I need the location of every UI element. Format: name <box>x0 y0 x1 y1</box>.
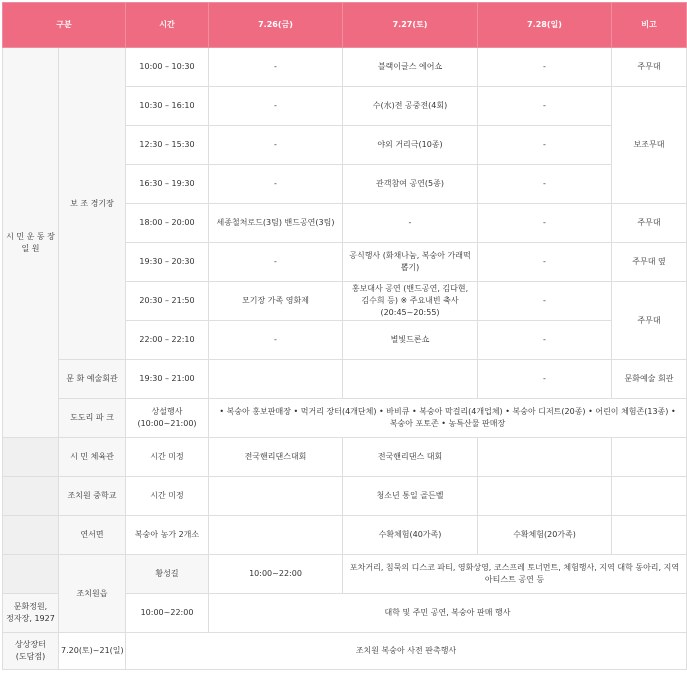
group-spacer <box>3 438 59 477</box>
time-cell: 10:00~22:00 <box>209 555 343 594</box>
table-row <box>3 438 687 477</box>
header-time: 시간 <box>126 3 209 48</box>
day27-cell: 블랙이글스 에어쇼 <box>343 48 478 87</box>
time-cell: 19:30 – 21:00 <box>126 360 209 399</box>
time-cell: 19:30 – 20:30 <box>126 243 209 282</box>
table-row <box>3 633 687 670</box>
table-row <box>3 360 687 399</box>
time-cell: 10:00 – 10:30 <box>126 48 209 87</box>
group-spacer <box>3 516 59 555</box>
time-cell: 16:30 – 19:30 <box>126 165 209 204</box>
note-cell: 문화예술 회관 <box>612 360 687 399</box>
table-row <box>3 516 687 555</box>
table-row <box>3 555 687 594</box>
header-day-27: 7.27(토) <box>343 3 478 48</box>
time-cell: 10:00~22:00 <box>126 594 209 633</box>
day28-cell: - <box>478 282 612 321</box>
group-spacer <box>3 555 59 594</box>
dodori-content-cell: • 복숭아 홍보판매장 • 먹거리 장터(4개단체) • 바비큐 • 복숭아 막걸리(4개업체) • 복숭아 디저트(20종) • 어린이 체험존(13종) • 복숭아 포토존 • 농특산물 판매장 <box>209 399 687 438</box>
day27-cell: 공식행사 (화채나눔, 복숭아 가래떡 뽑기) <box>343 243 478 282</box>
table-row <box>3 48 687 87</box>
day28-cell: - <box>478 204 612 243</box>
day28-cell <box>478 477 612 516</box>
day28-cell: - <box>478 48 612 87</box>
day27-cell: 청소년 통일 골든벨 <box>343 477 478 516</box>
group-arts-hall: 문 화 예술회관 <box>59 360 126 399</box>
time-cell: 상설행사 (10:00~21:00) <box>126 399 209 438</box>
hwangseong-content-cell: 포차거리, 침묵의 디스코 파티, 영화상영, 코스프레 토너먼트, 체험행사, 지역 대학 동아리, 지역 아티스트 공연 등 <box>343 555 687 594</box>
time-cell: 시간 미정 <box>126 438 209 477</box>
table-header-row <box>3 3 687 48</box>
group-munhwa: 문화정원, 정자장, 1927 <box>3 594 59 633</box>
day28-cell: - <box>478 321 612 360</box>
day28-cell: - <box>478 360 612 399</box>
day27-cell: 수확체험(40가족) <box>343 516 478 555</box>
note-cell: 주무대 <box>612 282 687 360</box>
day26-cell <box>209 360 343 399</box>
day26-cell: - <box>209 321 343 360</box>
time-cell: 10:30 – 16:10 <box>126 87 209 126</box>
munhwa-content-cell: 대학 및 주민 공연, 복숭아 판매 행사 <box>209 594 687 633</box>
day28-cell: - <box>478 126 612 165</box>
day27-cell: 수(水)전 공중전(4회) <box>343 87 478 126</box>
market-content-cell: 조치원 복숭아 사전 판촉행사 <box>126 633 687 670</box>
day26-cell: - <box>209 48 343 87</box>
day27-cell: 전국핸리댄스 대회 <box>343 438 478 477</box>
note-cell: 주무대 <box>612 48 687 87</box>
note-cell <box>612 516 687 555</box>
group-jochiwon-middle: 조치원 중학교 <box>59 477 126 516</box>
group-market: 상상장터 (도담점) <box>3 633 59 670</box>
time-cell: 20:30 – 21:50 <box>126 282 209 321</box>
hwangseong-label: 황성길 <box>126 555 209 594</box>
group-aux-stadium: 보 조 경기장 <box>59 48 126 360</box>
group-yeonseo: 연서면 <box>59 516 126 555</box>
group-spacer <box>3 477 59 516</box>
day27-cell: 야외 거리극(10종) <box>343 126 478 165</box>
day26-cell <box>209 516 343 555</box>
group-dodori-park: 도도리 파 크 <box>59 399 126 438</box>
group-civic-gym: 시 민 체육관 <box>59 438 126 477</box>
day27-cell: 홍보대사 공연 (밴드공연, 김다현, 김수희 등) ※ 주요내빈 축사 (20:45~20:55) <box>343 282 478 321</box>
note-cell: 보조무대 <box>612 87 687 204</box>
time-cell: 12:30 – 15:30 <box>126 126 209 165</box>
header-category: 구분 <box>3 3 126 48</box>
day27-cell: 관객참여 공연(5종) <box>343 165 478 204</box>
time-cell: 18:00 – 20:00 <box>126 204 209 243</box>
day28-cell: - <box>478 243 612 282</box>
day27-cell: 별빛드론쇼 <box>343 321 478 360</box>
header-day-26: 7.26(금) <box>209 3 343 48</box>
header-note: 비고 <box>612 3 687 48</box>
time-cell: 시간 미정 <box>126 477 209 516</box>
day28-cell: - <box>478 87 612 126</box>
group-civic-stadium: 시 민 운 동 장 일 원 <box>3 48 59 438</box>
note-cell <box>612 438 687 477</box>
day26-cell: - <box>209 243 343 282</box>
note-cell <box>612 477 687 516</box>
day26-cell: - <box>209 87 343 126</box>
festival-schedule-table <box>2 2 687 670</box>
day26-cell <box>209 477 343 516</box>
day26-cell: - <box>209 165 343 204</box>
day26-cell: 모기장 가족 영화제 <box>209 282 343 321</box>
day28-cell <box>478 438 612 477</box>
note-cell: 주무대 옆 <box>612 243 687 282</box>
time-cell: 복숭아 농가 2개소 <box>126 516 209 555</box>
day26-cell: 전국핸리댄스대회 <box>209 438 343 477</box>
group-jochiwon-eup: 조치원읍 <box>59 555 126 633</box>
time-cell: 7.20(토)~21(일) <box>59 633 126 670</box>
day27-cell: - <box>343 204 478 243</box>
table-row <box>3 399 687 438</box>
table-row <box>3 477 687 516</box>
day26-cell: - <box>209 126 343 165</box>
time-cell: 22:00 – 22:10 <box>126 321 209 360</box>
day26-cell: 세종철처로드(3팀) 밴드공연(3팀) <box>209 204 343 243</box>
note-cell: 주무대 <box>612 204 687 243</box>
day28-cell: 수확체험(20가족) <box>478 516 612 555</box>
day27-cell <box>343 360 478 399</box>
header-day-28: 7.28(일) <box>478 3 612 48</box>
day28-cell: - <box>478 165 612 204</box>
